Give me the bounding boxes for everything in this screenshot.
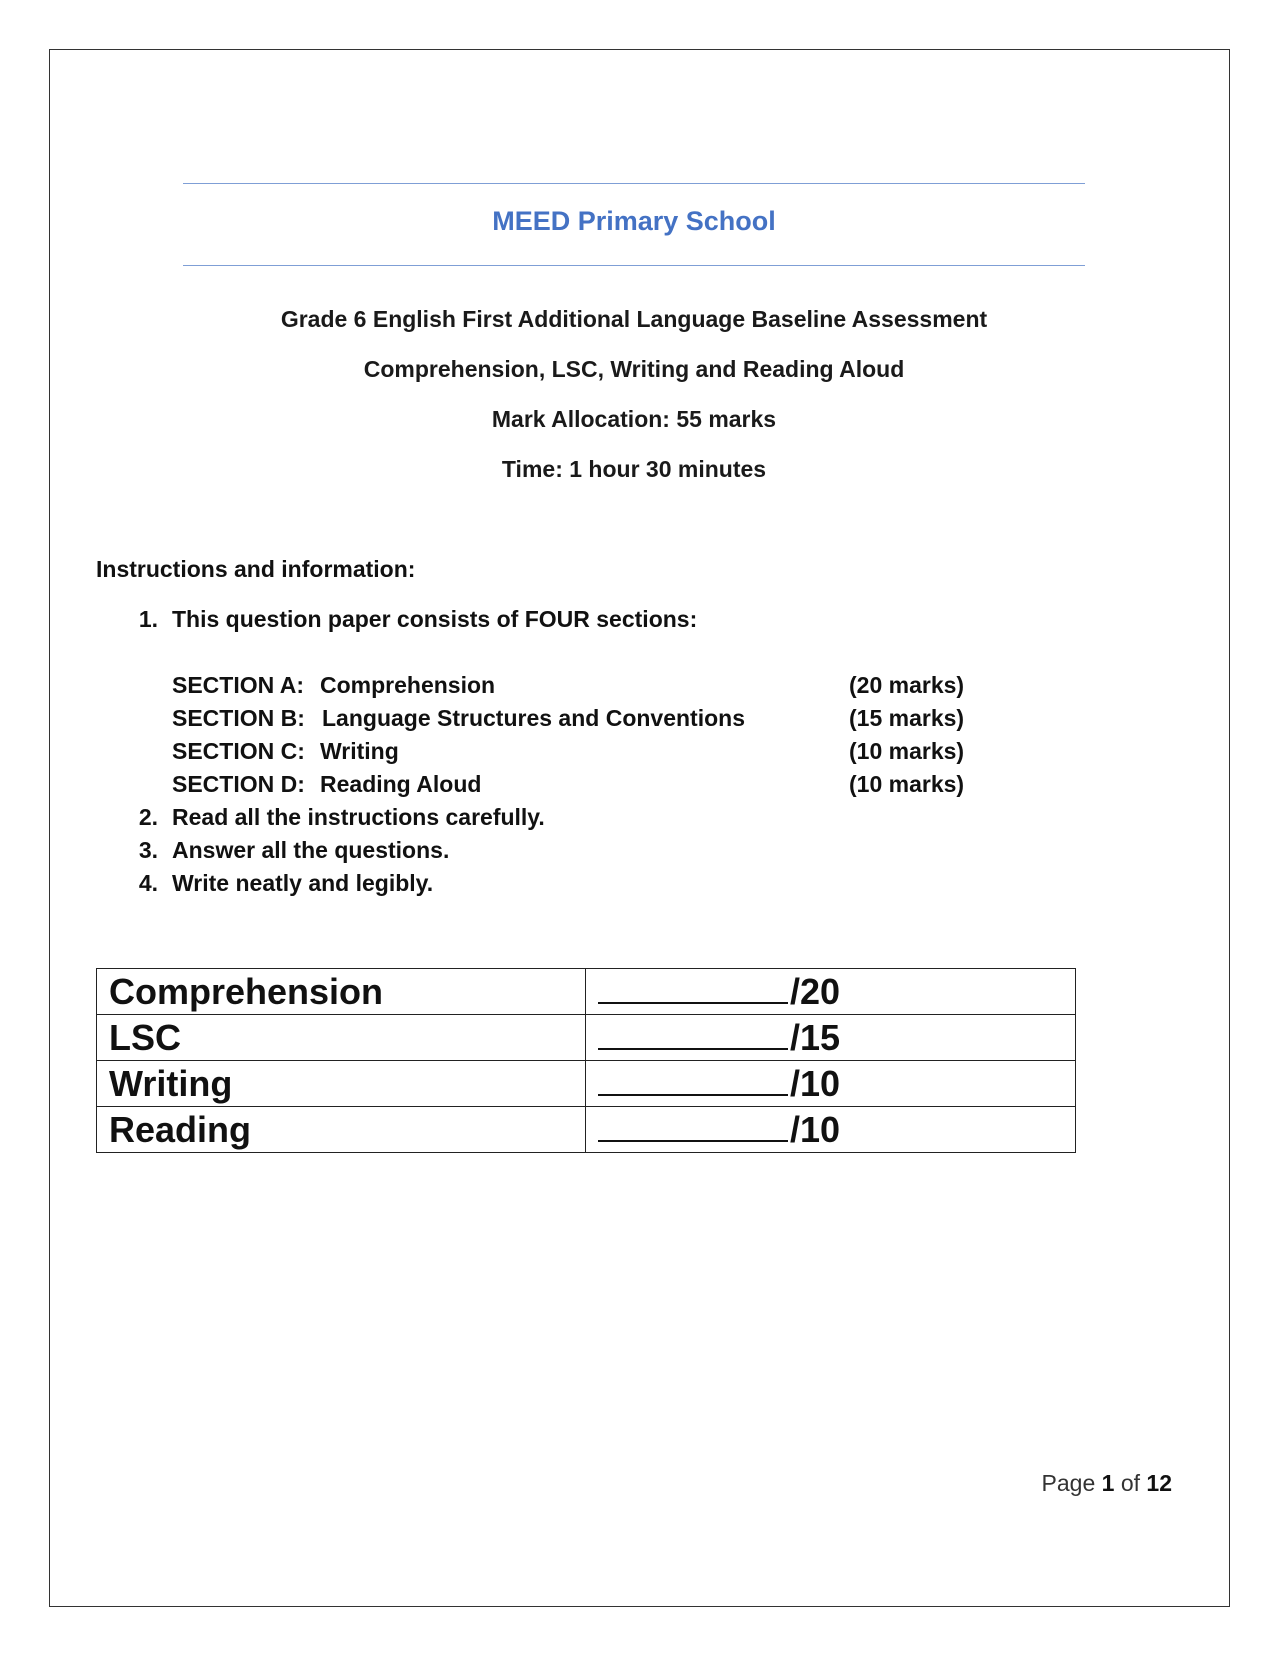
score-total: /10 [790,1062,841,1104]
instruction-number: 1. [138,606,158,632]
score-table [96,968,1076,1153]
score-total: /10 [790,1108,841,1150]
score-blank[interactable] [598,1110,788,1142]
of-word: of [1120,1470,1141,1496]
section-label: SECTION B: [172,705,305,731]
section-name: Comprehension [320,672,496,698]
assessment-components: Comprehension, LSC, Writing and Reading Aloud [363,356,905,382]
instruction-text: This question paper consists of FOUR sections: [172,606,698,632]
header-rule-bottom [183,265,1085,266]
score-blank[interactable] [598,1064,788,1096]
section-marks: (15 marks) [849,705,965,731]
section-name: Writing [320,738,399,764]
score-blank[interactable] [598,1018,788,1050]
table-row [97,969,1076,1015]
assessment-title: Grade 6 English First Additional Language Baseline Assessment [280,306,988,332]
score-total: /15 [790,1016,841,1058]
instruction-number: 2. [138,804,158,830]
total-pages: 12 [1146,1470,1172,1496]
score-label: Reading [97,1107,586,1153]
time-allowed: Time: 1 hour 30 minutes [501,456,767,482]
instruction-text: Read all the instructions carefully. [172,804,545,830]
instruction-number: 4. [138,870,158,896]
section-marks: (20 marks) [849,672,965,698]
table-row [97,1107,1076,1153]
score-label: Writing [97,1061,586,1107]
section-marks: (10 marks) [849,771,965,797]
section-name: Reading Aloud [320,771,482,797]
score-cell[interactable] [586,969,1076,1015]
mark-allocation: Mark Allocation: 55 marks [491,406,777,432]
table-row [97,1061,1076,1107]
instructions-heading: Instructions and information: [96,556,416,582]
score-label: LSC [97,1015,586,1061]
section-marks: (10 marks) [849,738,965,764]
section-name: Language Structures and Conventions [322,705,745,731]
instruction-text: Write neatly and legibly. [172,870,434,896]
instruction-number: 3. [138,837,158,863]
page-word: Page [1041,1470,1096,1496]
section-label: SECTION D: [172,771,305,797]
score-label: Comprehension [97,969,586,1015]
section-label: SECTION C: [172,738,305,764]
score-cell[interactable] [586,1015,1076,1061]
score-blank[interactable] [598,972,788,1004]
page-number [1042,1470,1172,1497]
header-rule-top [183,183,1085,184]
current-page: 1 [1101,1470,1115,1496]
table-row [97,1015,1076,1061]
score-total: /20 [790,970,841,1012]
score-cell[interactable] [586,1061,1076,1107]
school-name: MEED Primary School [492,206,776,236]
instruction-text: Answer all the questions. [172,837,450,863]
section-label: SECTION A: [172,672,305,698]
score-cell[interactable] [586,1107,1076,1153]
